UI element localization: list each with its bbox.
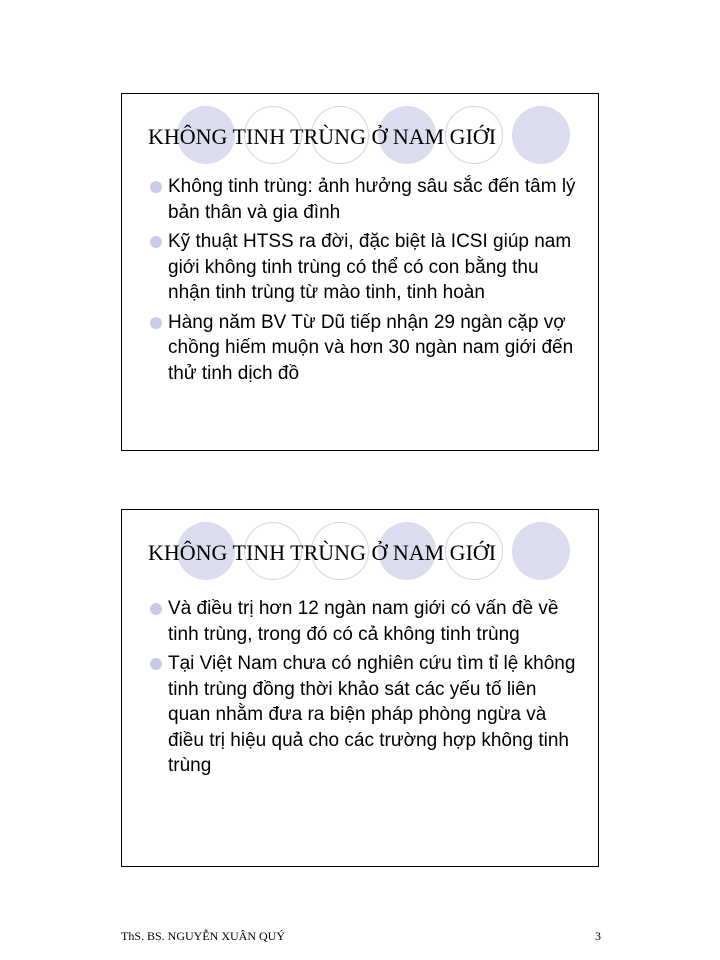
footer-author: ThS. BS. NGUYỄN XUÂN QUÝ — [121, 929, 286, 943]
slide-title: KHÔNG TINH TRÙNG Ở NAM GIỚI — [148, 540, 497, 565]
bullet-dot-icon — [150, 658, 162, 670]
bullet-dot-icon — [150, 236, 162, 248]
bullet-dot-icon — [150, 603, 162, 615]
bullet-item: Không tinh trùng: ảnh hưởng sâu sắc đến tâm lý bản thân và gia đình — [150, 174, 578, 225]
bullet-dot-icon — [150, 317, 162, 329]
bullet-item: Tại Việt Nam chưa có nghiên cứu tìm tỉ lệ không tinh trùng đồng thời khảo sát các yếu tố liên quan nhằm đưa ra biện pháp phòng ngừa và điều trị hiệu quả cho các trường hợp không tinh trùng — [150, 651, 578, 779]
circle-filled-icon — [512, 522, 570, 580]
slide-1 — [121, 93, 599, 451]
bullet-item: Kỹ thuật HTSS ra đời, đặc biệt là ICSI giúp nam giới không tinh trùng có thể có con bằng thu nhận tinh trùng từ mào tinh, tinh hoàn — [150, 229, 578, 306]
bullet-item: Và điều trị hơn 12 ngàn nam giới có vấn đề về tinh trùng, trong đó có cả không tinh trùng — [150, 596, 578, 647]
bullet-list — [150, 174, 578, 390]
circle-filled-icon — [512, 106, 570, 164]
page-number: 3 — [595, 929, 601, 943]
slide-title: KHÔNG TINH TRÙNG Ở NAM GIỚI — [148, 124, 497, 149]
bullet-dot-icon — [150, 181, 162, 193]
slide-2 — [121, 509, 599, 867]
bullet-list — [150, 596, 578, 783]
bullet-item: Hàng năm BV Từ Dũ tiếp nhận 29 ngàn cặp vợ chồng hiếm muộn và hơn 30 ngàn nam giới đến thử tinh dịch đồ — [150, 310, 578, 387]
